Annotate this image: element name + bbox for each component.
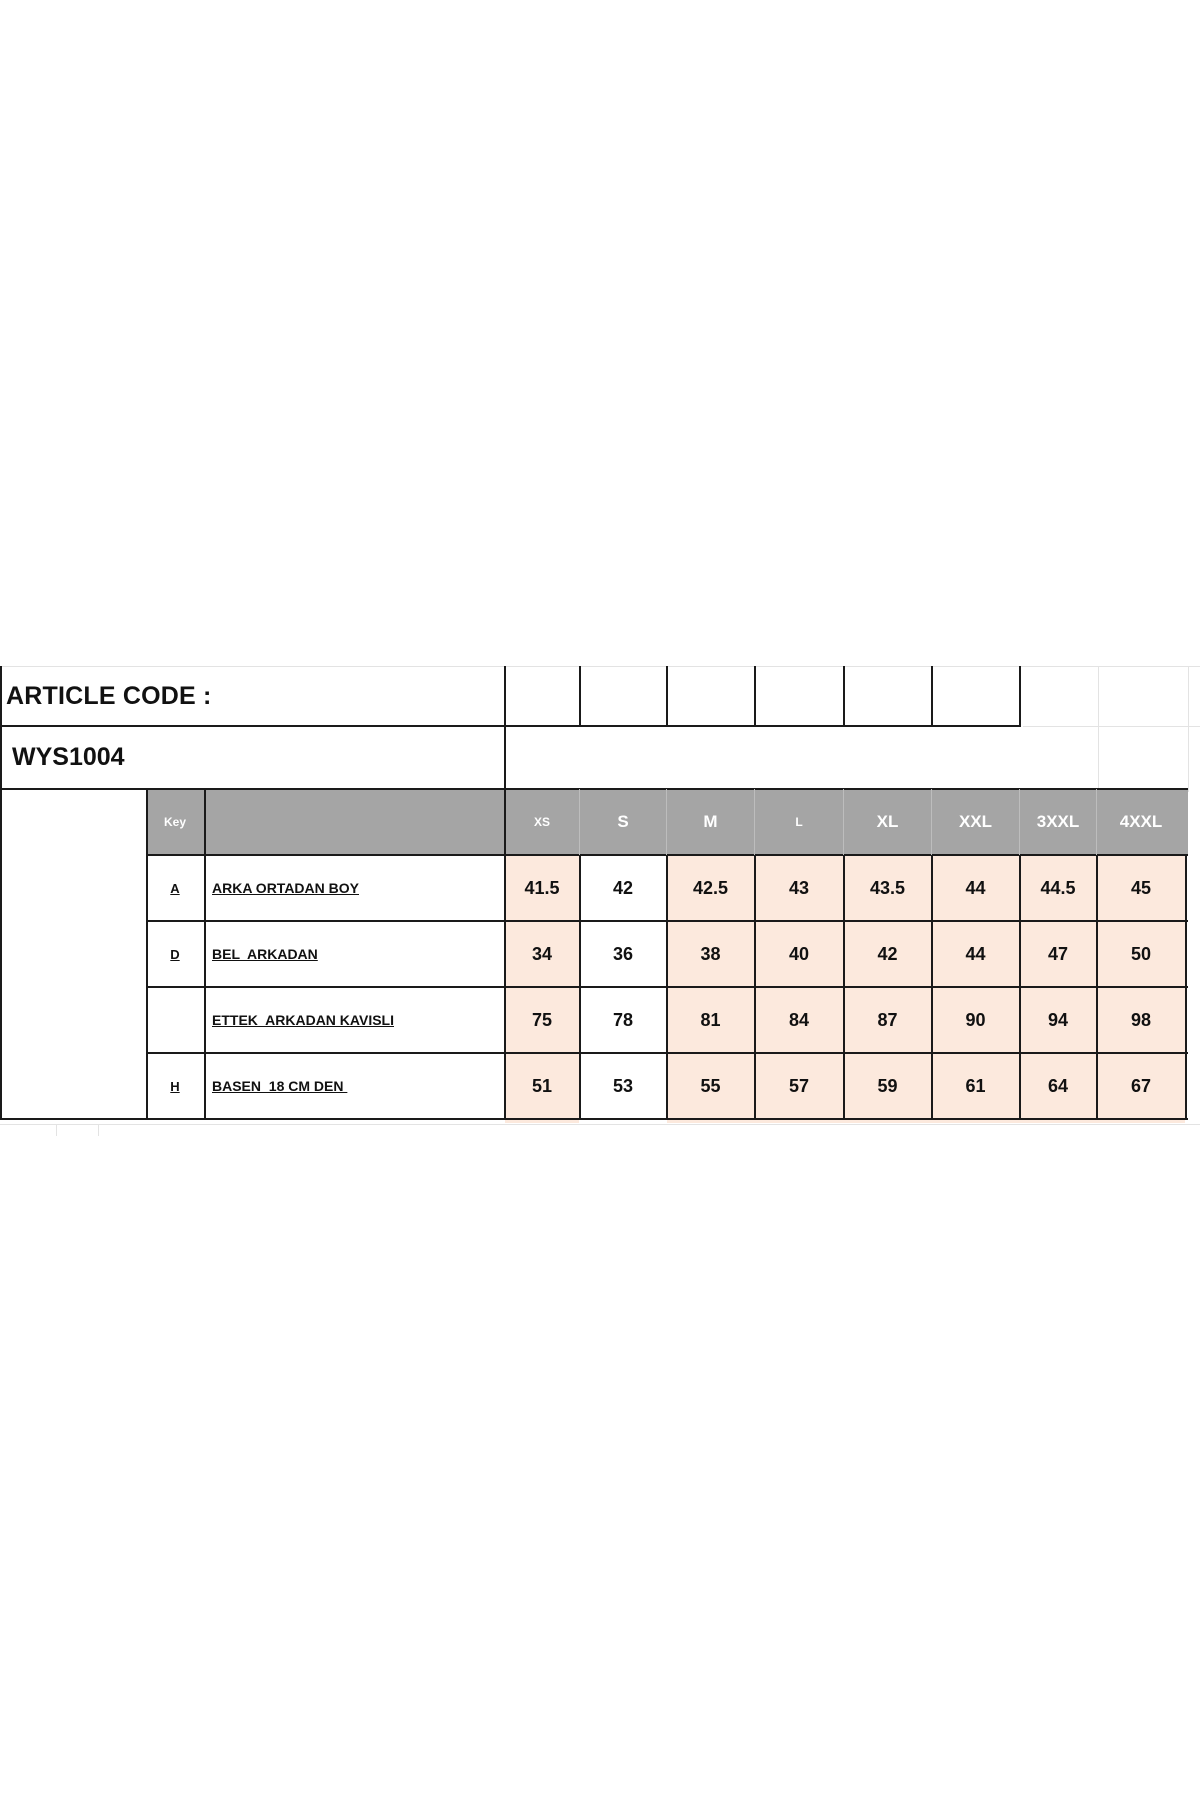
value-cell: 40 <box>788 943 810 964</box>
border-line <box>1019 666 1021 727</box>
value-cell: 50 <box>1130 943 1152 964</box>
size-header-3xxl: 3XXL <box>1036 812 1080 831</box>
size-header-xxl: XXL <box>958 812 993 831</box>
border-line <box>931 666 933 727</box>
value-cell: 59 <box>877 1075 898 1096</box>
key-header: Key <box>163 815 186 829</box>
border-line <box>0 666 2 1120</box>
value-cell: 90 <box>965 1009 986 1030</box>
border-line <box>754 666 756 727</box>
value-cell: 36 <box>612 943 634 964</box>
size-header-m: M <box>703 812 718 831</box>
value-cell: 87 <box>877 1009 898 1030</box>
row-description: ARKA ORTADAN BOY <box>212 880 359 896</box>
size-header-s: S <box>617 812 629 831</box>
value-cell: 98 <box>1130 1009 1152 1030</box>
row-key: A <box>170 880 180 896</box>
border-line <box>579 666 581 727</box>
value-cell: 75 <box>531 1009 553 1030</box>
row-description: BASEN 18 CM DEN <box>212 1078 348 1094</box>
value-cell: 67 <box>1130 1075 1152 1096</box>
value-cell: 44 <box>965 943 986 964</box>
value-cell: 53 <box>612 1075 634 1096</box>
row-key: H <box>170 1078 180 1094</box>
gridline <box>1188 666 1189 792</box>
value-cell: 43.5 <box>869 877 906 898</box>
value-cell: 61 <box>965 1075 986 1096</box>
value-cell: 57 <box>788 1075 810 1096</box>
value-cell: 43 <box>788 877 810 898</box>
article-code-value: WYS1004 <box>12 742 125 771</box>
value-cell: 81 <box>700 1009 721 1030</box>
value-cell: 44.5 <box>1040 877 1076 898</box>
value-cell: 47 <box>1047 943 1069 964</box>
size-chart-sheet <box>0 666 1200 1136</box>
row-description: ETTEK ARKADAN KAVISLI <box>212 1012 394 1028</box>
border-line <box>666 666 668 727</box>
gridline <box>1023 726 1200 727</box>
border-line <box>1185 854 1187 1120</box>
row-description: BEL ARKADAN <box>212 946 318 962</box>
gridline <box>56 1124 57 1136</box>
size-header-4xxl: 4XXL <box>1119 812 1163 831</box>
row-key <box>146 988 204 1052</box>
value-cell: 78 <box>612 1009 634 1030</box>
value-cell: 42 <box>612 877 634 898</box>
value-cell: 44 <box>965 877 986 898</box>
value-cell: 41.5 <box>524 877 560 898</box>
value-cell: 94 <box>1047 1009 1069 1030</box>
size-header-l: L <box>795 815 803 829</box>
value-cell: 45 <box>1130 877 1152 898</box>
gridline <box>0 1124 1200 1125</box>
gridline <box>98 1124 99 1136</box>
border-line <box>0 1118 1188 1120</box>
article-code-label: ARTICLE CODE : <box>6 681 212 710</box>
value-cell: 64 <box>1047 1075 1069 1096</box>
gridline <box>1098 666 1099 792</box>
value-cell: 51 <box>531 1075 553 1096</box>
row-key: D <box>170 946 180 962</box>
size-header-xs: XS <box>533 815 550 829</box>
border-line <box>843 666 845 727</box>
value-cell: 34 <box>531 943 553 964</box>
value-cell: 38 <box>700 943 721 964</box>
size-header-xl: XL <box>876 812 899 831</box>
value-cell: 42.5 <box>692 877 729 898</box>
value-cell: 55 <box>700 1075 721 1096</box>
value-cell: 42 <box>877 943 898 964</box>
value-cell: 84 <box>788 1009 810 1030</box>
